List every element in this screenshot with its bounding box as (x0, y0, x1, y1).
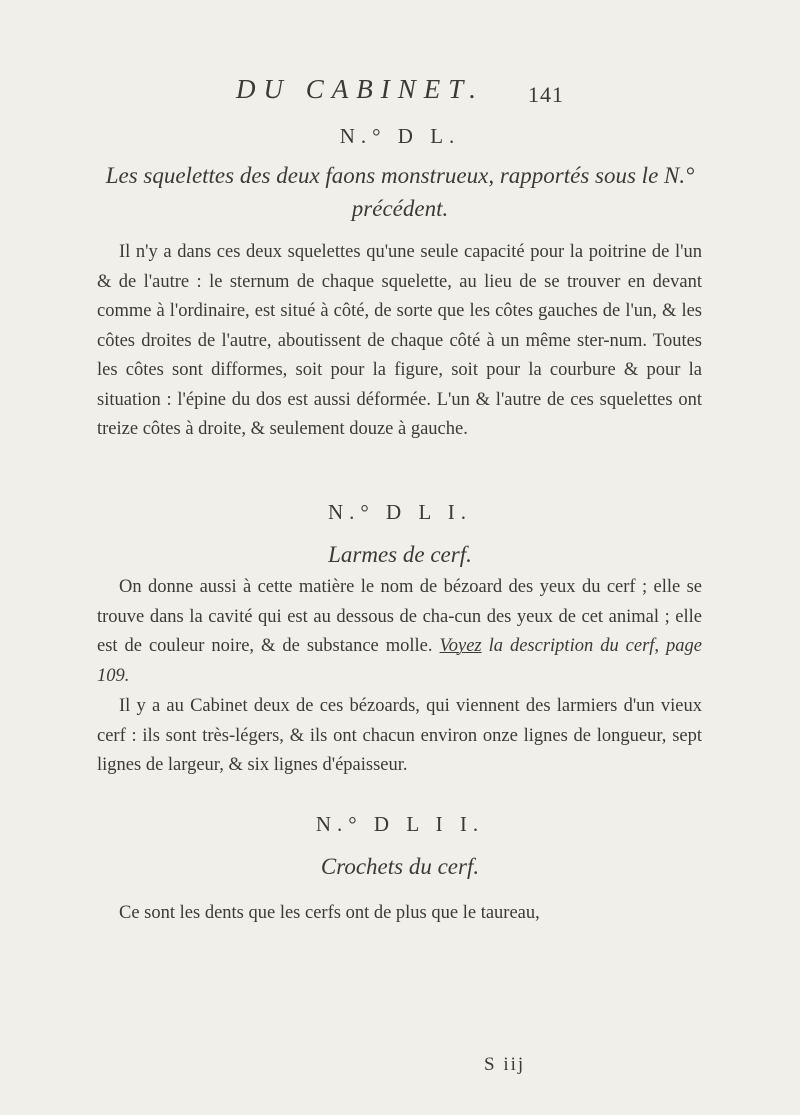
entry-number-dlii: N.° D L I I. (315, 812, 485, 836)
entry-reference-prefix: Voyez (439, 636, 482, 656)
entry-title-dli: Larmes de cerf. (328, 542, 472, 567)
entry-title-dl: Les squelettes des deux faons monstrueux, rapportés sous le N.° précédent. (105, 163, 695, 221)
entry-number-dli: N.° D L I. (327, 500, 473, 524)
entry-body-dlii: Ce sont les dents que les cerfs ont de plus que le taureau, (119, 903, 540, 923)
entry-body-dli-text: On donne aussi à cette matière le nom de bézoard des yeux du cerf ; elle se trouve dans la cavité qui est au dessous de cha-cun des yeux de cet animal ; elle est de couleur noire, & de substance molle. (97, 577, 702, 656)
entry-body2-dli: Il y a au Cabinet deux de ces bézoards, qui viennent des larmiers d'un vieux cerf : ils sont très-légers, & ils ont chacun environ onze lignes de longueur, sept lignes de largeur, & six lignes d'épaisseur. (97, 696, 702, 775)
entry-title-dlii: Crochets du cerf. (320, 854, 480, 879)
signature-mark: S iij (484, 1054, 526, 1075)
page-number: 141 (528, 82, 564, 107)
entry-reference: la description du cerf, page 109. (97, 636, 703, 686)
entry-body-dl: Il n'y a dans ces deux squelettes qu'une seule capacité pour la poitrine de l'un & de l'autre : le sternum de chaque squelette, au lieu de se trouver en devant comme à l'ordinaire, est situé à côté, de sorte que les côtes gauches de l'un, & les côtes droites de l'autre, aboutissent de chaque côté à un même ster-num. Toutes les côtes sont difformes, soit pour la figure, soit pour la courbure & pour la situation : l'épine du dos est aussi déformée. L'un & l'autre de ces squelettes ont treize côtes à droite, & seulement douze à gauche. (97, 242, 702, 439)
entry-body-dli (97, 573, 702, 691)
entry-number-dl: N.° D L. (339, 124, 461, 148)
running-title: DU CABINET. (236, 74, 484, 104)
